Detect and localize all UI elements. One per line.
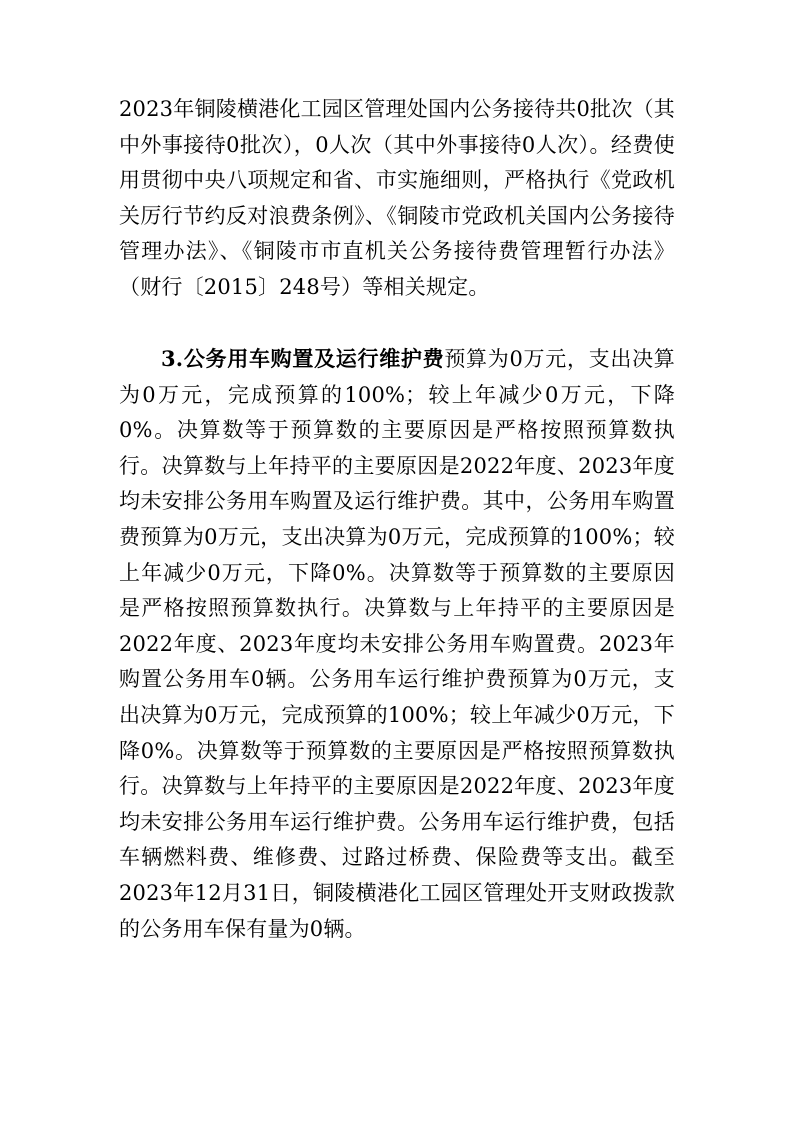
section-heading-vehicle-expenses: 3.公务用车购置及运行维护费 bbox=[161, 346, 445, 371]
paragraph-reception-expenses: 2023年铜陵横港化工园区管理处国内公务接待共0批次（其中外事接待0批次），0人次（其中外事接待0人次）。经费使用贯彻中央八项规定和省、市实施细则，严格执行《党政机关厉行节约反对浪费条例》、《铜陵市党政机关国内公务接待管理办法》、《铜陵市市直机关公务接待费管理暂行办法》（财行〔2015〕248号）等相关规定。 bbox=[119, 97, 675, 299]
section-body-vehicle-expenses: 预算为0万元，支出决算为0万元，完成预算的100%；较上年减少0万元，下降0%。决算数等于预算数的主要原因是严格按照预算数执行。决算数与上年持平的主要原因是2022年度、2023年度均未安排公务用车购置及运行维护费。其中，公务用车购置费预算为0万元，支出决算为0万元，完成预算的100%；较上年减少0万元，下降0%。决算数等于预算数的主要原因是严格按照预算数执行。决算数与上年持平的主要原因是2022年度、2023年度均未安排公务用车购置费。2023年购置公务用车0辆。公务用车运行维护费预算为0万元，支出决算为0万元，完成预算的100%；较上年减少0万元，下降0%。决算数等于预算数的主要原因是严格按照预算数执行。决算数与上年持平的主要原因是2022年度、2023年度均未安排公务用车运行维护费。公务用车运行维护费，包括车辆燃料费、维修费、过路过桥费、保险费等支出。截至2023年12月31日，铜陵横港化工园区管理处开支财政拨款的公务用车保有量为0辆。 bbox=[119, 347, 675, 941]
paragraph-vehicle-expenses bbox=[119, 341, 675, 947]
